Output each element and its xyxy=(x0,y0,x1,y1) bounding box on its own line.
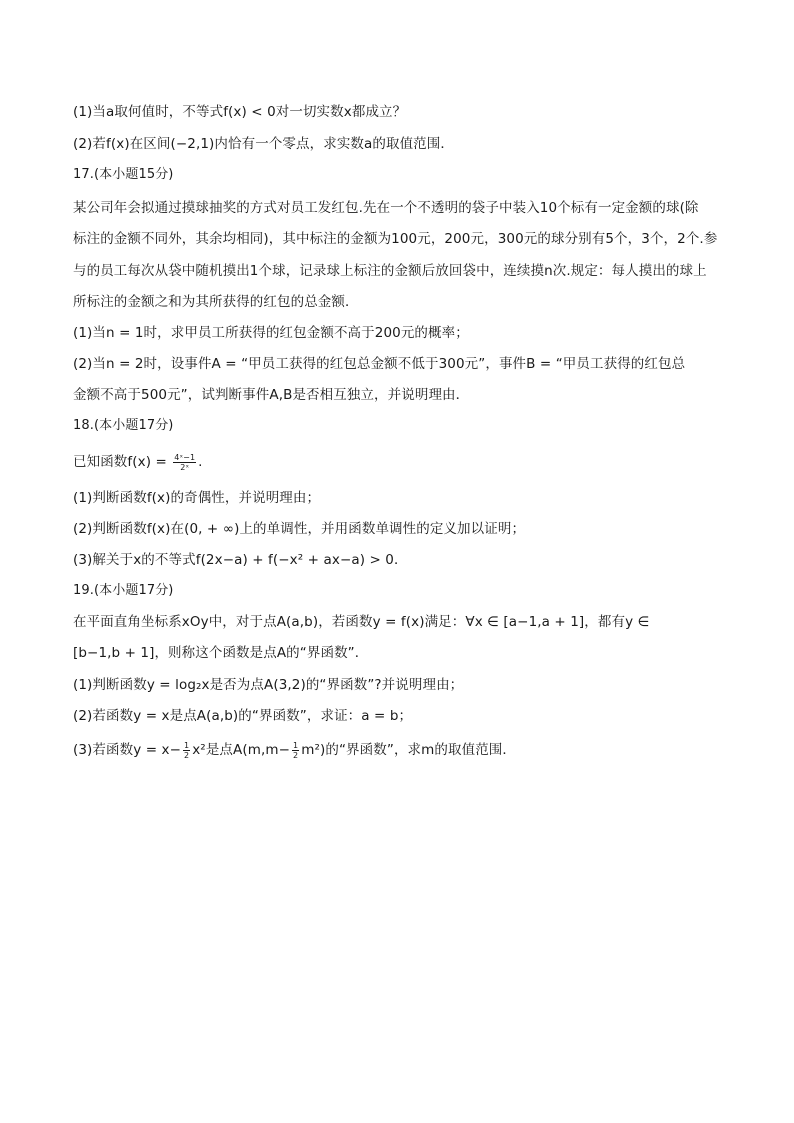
q19-part3-fraction-2 xyxy=(292,741,299,760)
q16-part2: (2)若f(x)在区间(−2,1)内恰有一个零点，求实数a的取值范围． xyxy=(73,136,454,152)
q17-heading: 17.(本小题15分) xyxy=(73,167,174,182)
q16-part1: (1)当a取何值时，不等式f(x) < 0对一切实数x都成立？ xyxy=(73,104,407,120)
q18-stem-text: 已知函数f(x) = xyxy=(73,454,167,470)
q17-stem-line2: 标注的金额不同外，其余均相同)，其中标注的金额为100元，200元，300元的球分别有5个，3个，2个.参 xyxy=(73,231,718,247)
q18-fraction xyxy=(173,453,196,472)
q19-part3-fraction-1-denominator: 2 xyxy=(184,750,190,760)
q17-part2-line1: (2)当n = 2时，设事件A = “甲员工获得的红包总金额不低于300元”，事件B = “甲员工获得的红包总 xyxy=(73,356,686,372)
q19-part3-text-c: m²)的“界函数”，求m的取值范围． xyxy=(301,742,517,758)
q19-part3 xyxy=(73,740,516,760)
q19-part3-fraction-2-numerator: 1 xyxy=(293,740,299,750)
q18-fraction-numerator: 4ˣ−1 xyxy=(174,452,196,462)
q17-stem-line3: 与的员工每次从袋中随机摸出1个球，记录球上标注的金额后放回袋中，连续摸n次.规定：每人摸出的球上 xyxy=(73,263,707,279)
q19-part3-fraction-1 xyxy=(183,741,190,760)
q18-fraction-denominator: 2ˣ xyxy=(180,462,190,472)
q19-stem-line2: [b−1,b + 1]，则称这个函数是点A的“界函数”． xyxy=(73,645,369,661)
q19-part3-text-b: x²是点A(m,m− xyxy=(192,742,291,758)
q19-part3-fraction-1-numerator: 1 xyxy=(184,740,190,750)
q17-part1: (1)当n = 1时，求甲员工所获得的红包金额不高于200元的概率； xyxy=(73,325,469,341)
q19-part2: (2)若函数y = x是点A(a,b)的“界函数”，求证：a = b； xyxy=(73,708,413,724)
q19-part1: (1)判断函数y = log₂x是否为点A(3,2)的“界函数”?并说明理由； xyxy=(73,677,464,693)
q18-part2: (2)判断函数f(x)在(0, + ∞)上的单调性，并用函数单调性的定义加以证明； xyxy=(73,521,526,537)
q18-part3: (3)解关于x的不等式f(2x−a) + f(−x² + ax−a) > 0． xyxy=(73,552,408,568)
q19-heading: 19.(本小题17分) xyxy=(73,583,174,598)
q19-part3-text-a: (3)若函数y = x− xyxy=(73,742,182,758)
q19-stem-line1: 在平面直角坐标系xOy中，对于点A(a,b)，若函数y = f(x)满足：∀x ∈ [a−1,a + 1]，都有y ∈ xyxy=(73,614,650,630)
q18-heading: 18.(本小题17分) xyxy=(73,418,174,433)
q18-stem xyxy=(73,452,203,472)
q17-part2-line2: 金额不高于500元”，试判断事件A,B是否相互独立，并说明理由． xyxy=(73,387,470,403)
q17-stem-line1: 某公司年会拟通过摸球抽奖的方式对员工发红包.先在一个不透明的袋子中装入10个标有一定金额的球(除 xyxy=(73,200,699,216)
q18-part1: (1)判断函数f(x)的奇偶性，并说明理由； xyxy=(73,490,321,506)
q19-part3-fraction-2-denominator: 2 xyxy=(293,750,299,760)
q17-stem-line4: 所标注的金额之和为其所获得的红包的总金额． xyxy=(73,294,359,310)
q18-stem-period: . xyxy=(198,454,203,470)
